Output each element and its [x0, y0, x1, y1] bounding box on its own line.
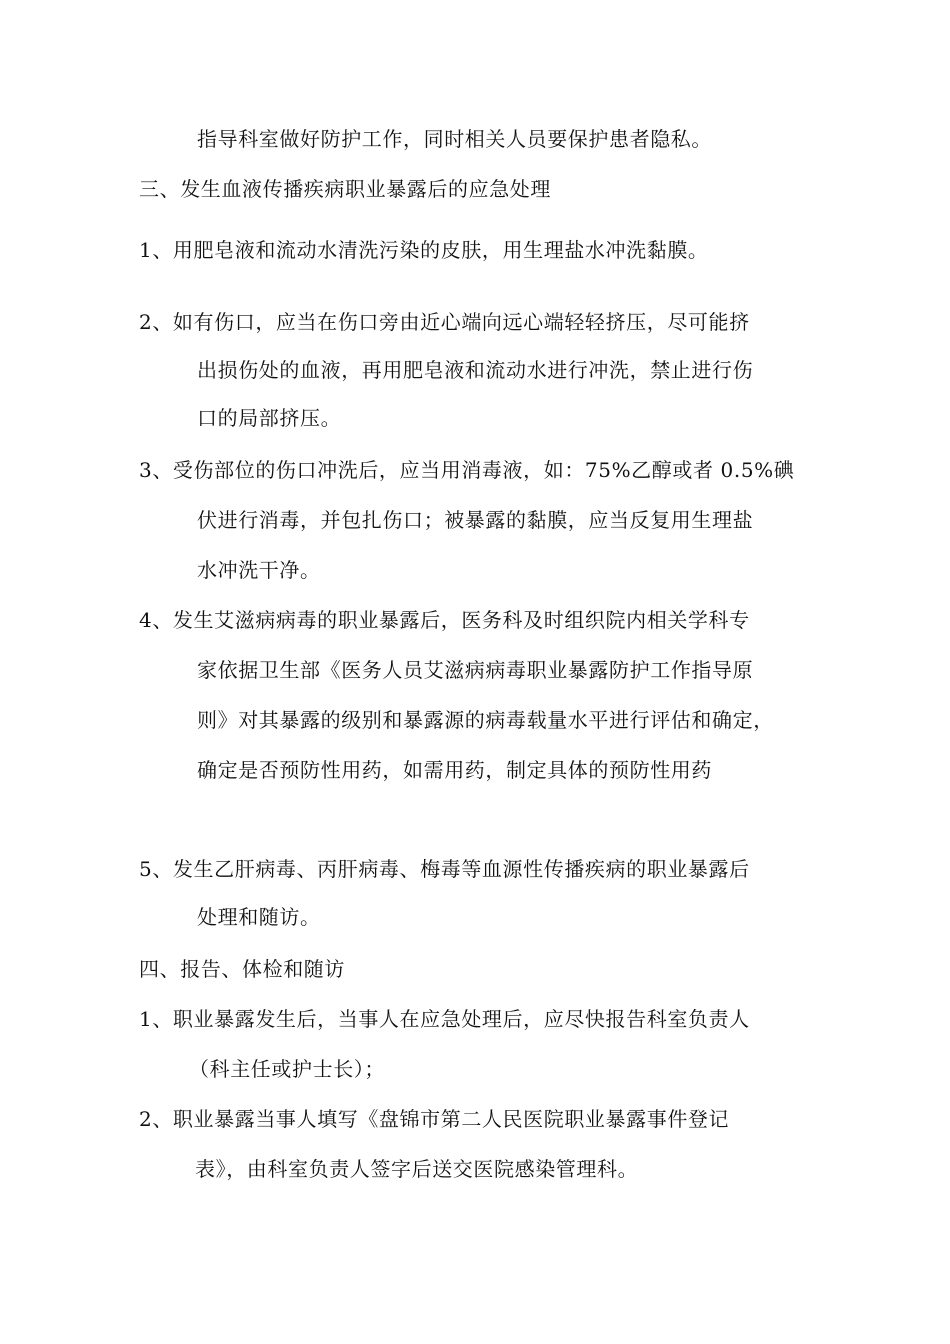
text-line: 处理和随访。: [197, 905, 321, 929]
text-line: 则》对其暴露的级别和暴露源的病毒载量水平进行评估和确定，: [197, 708, 774, 732]
text-line: 伏进行消毒，并包扎伤口；被暴露的黏膜，应当反复用生理盐: [197, 508, 754, 532]
text-line: 指导科室做好防护工作，同时相关人员要保护患者隐私。: [197, 127, 712, 151]
text-line: 1、职业暴露发生后，当事人在应急处理后，应尽快报告科室负责人: [139, 1007, 750, 1031]
text-line: 4、发生艾滋病病毒的职业暴露后，医务科及时组织院内相关学科专: [139, 608, 750, 632]
text-line: 1、用肥皂液和流动水清洗污染的皮肤，用生理盐水冲洗黏膜。: [139, 238, 709, 262]
text-line: 家依据卫生部《医务人员艾滋病病毒职业暴露防护工作指导原: [197, 658, 754, 682]
section-heading-4: 四、报告、体检和随访: [139, 957, 345, 981]
text-line: 水冲洗干净。: [197, 558, 321, 582]
section-heading-3: 三、发生血液传播疾病职业暴露后的应急处理: [139, 177, 551, 201]
text-line: 3、受伤部位的伤口冲洗后，应当用消毒液，如：75%乙醇或者 0.5%碘: [139, 458, 795, 482]
text-line: 出损伤处的血液，再用肥皂液和流动水进行冲洗，禁止进行伤: [197, 358, 754, 382]
text-line: 表》，由科室负责人签字后送交医院感染管理科。: [195, 1157, 639, 1181]
text-line: 2、职业暴露当事人填写《盘锦市第二人民医院职业暴露事件登记: [139, 1107, 730, 1131]
text-line: 5、发生乙肝病毒、丙肝病毒、梅毒等血源性传播疾病的职业暴露后: [139, 857, 750, 881]
text-line: 口的局部挤压。: [197, 406, 342, 430]
text-line: 确定是否预防性用药，如需用药，制定具体的预防性用药: [197, 758, 712, 782]
text-line: 2、如有伤口，应当在伤口旁由近心端向远心端轻轻挤压，尽可能挤: [139, 310, 750, 334]
text-line: （科主任或护士长）；: [189, 1057, 385, 1081]
